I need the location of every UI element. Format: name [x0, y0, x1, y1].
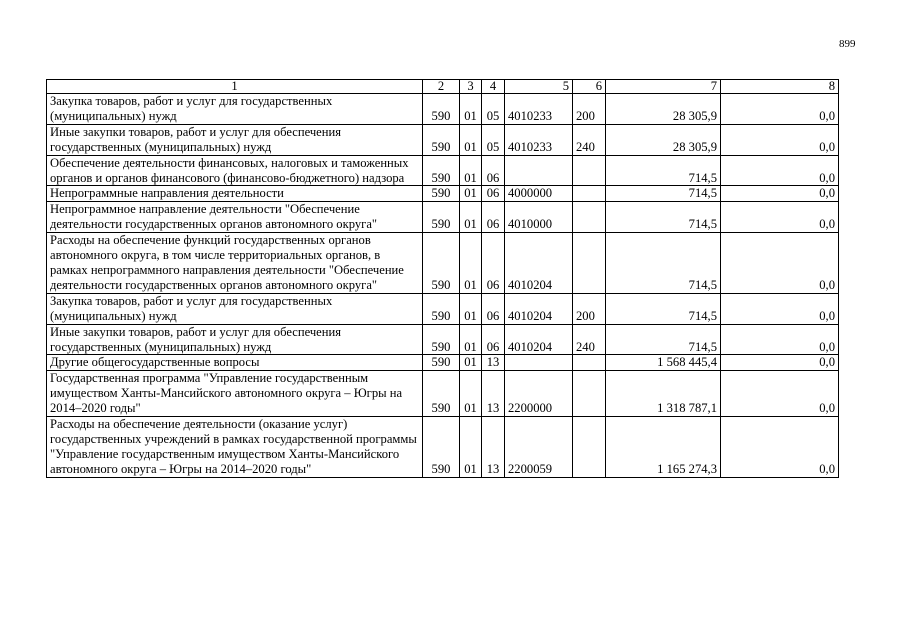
row-code-cell: 590 [423, 124, 460, 155]
row-code-cell: 590 [423, 233, 460, 294]
row-amount-cell: 28 305,9 [606, 94, 721, 125]
row-name-cell: Закупка товаров, работ и услуг для государственных (муниципальных) нужд [47, 293, 423, 324]
row-section-cell: 01 [460, 186, 482, 202]
row-section-cell: 01 [460, 124, 482, 155]
row-target-article-cell: 4010233 [505, 124, 573, 155]
table-row [47, 417, 839, 478]
row-code-cell: 590 [423, 417, 460, 478]
row-subsection-cell: 06 [482, 324, 505, 355]
row-amount-2-cell: 0,0 [721, 417, 839, 478]
row-section-cell: 01 [460, 417, 482, 478]
row-expense-type-cell [573, 186, 606, 202]
table-row [47, 293, 839, 324]
header-cell-2: 2 [423, 80, 460, 94]
row-subsection-cell: 06 [482, 155, 505, 186]
budget-table [46, 79, 839, 478]
row-expense-type-cell [573, 155, 606, 186]
row-target-article-cell: 2200059 [505, 417, 573, 478]
table-row [47, 186, 839, 202]
row-section-cell: 01 [460, 202, 482, 233]
row-expense-type-cell: 200 [573, 94, 606, 125]
row-amount-cell: 1 318 787,1 [606, 371, 721, 417]
row-section-cell: 01 [460, 94, 482, 125]
row-name-cell: Расходы на обеспечение функций государственных органов автономного округа, в том числе территориальных органов, в рамках непрограммного направления деятельности "Обеспечение деятельности государственных органов автономного округа" [47, 233, 423, 294]
row-amount-cell: 1 165 274,3 [606, 417, 721, 478]
header-cell-6: 6 [573, 80, 606, 94]
row-target-article-cell: 4010204 [505, 324, 573, 355]
row-section-cell: 01 [460, 233, 482, 294]
row-amount-cell: 714,5 [606, 233, 721, 294]
row-expense-type-cell [573, 233, 606, 294]
row-code-cell: 590 [423, 324, 460, 355]
row-section-cell: 01 [460, 355, 482, 371]
row-subsection-cell: 13 [482, 355, 505, 371]
row-code-cell: 590 [423, 202, 460, 233]
row-amount-2-cell: 0,0 [721, 94, 839, 125]
row-subsection-cell: 06 [482, 293, 505, 324]
row-amount-2-cell: 0,0 [721, 355, 839, 371]
row-name-cell: Расходы на обеспечение деятельности (оказание услуг) государственных учреждений в рамках государственной программы "Управление государственным имуществом Ханты-Мансийского автономного округа – Югры на 2014–2020 годы" [47, 417, 423, 478]
table-row [47, 124, 839, 155]
row-target-article-cell: 4000000 [505, 186, 573, 202]
table-row [47, 155, 839, 186]
row-amount-2-cell: 0,0 [721, 371, 839, 417]
header-cell-3: 3 [460, 80, 482, 94]
row-subsection-cell: 13 [482, 417, 505, 478]
row-name-cell: Другие общегосударственные вопросы [47, 355, 423, 371]
row-subsection-cell: 06 [482, 186, 505, 202]
row-name-cell: Непрограммное направление деятельности "Обеспечение деятельности государственных органов автономного округа" [47, 202, 423, 233]
row-code-cell: 590 [423, 94, 460, 125]
row-amount-2-cell: 0,0 [721, 202, 839, 233]
table-row [47, 94, 839, 125]
row-expense-type-cell [573, 371, 606, 417]
row-target-article-cell: 4010204 [505, 293, 573, 324]
row-amount-cell: 1 568 445,4 [606, 355, 721, 371]
row-amount-2-cell: 0,0 [721, 124, 839, 155]
row-code-cell: 590 [423, 371, 460, 417]
row-code-cell: 590 [423, 355, 460, 371]
row-amount-2-cell: 0,0 [721, 233, 839, 294]
row-amount-cell: 714,5 [606, 202, 721, 233]
row-amount-2-cell: 0,0 [721, 186, 839, 202]
row-subsection-cell: 05 [482, 124, 505, 155]
row-code-cell: 590 [423, 293, 460, 324]
table-row [47, 355, 839, 371]
row-amount-cell: 28 305,9 [606, 124, 721, 155]
row-target-article-cell [505, 355, 573, 371]
row-amount-2-cell: 0,0 [721, 324, 839, 355]
header-row [47, 80, 839, 94]
row-section-cell: 01 [460, 293, 482, 324]
row-target-article-cell: 4010233 [505, 94, 573, 125]
row-expense-type-cell: 240 [573, 324, 606, 355]
row-subsection-cell: 06 [482, 202, 505, 233]
header-cell-7: 7 [606, 80, 721, 94]
row-name-cell: Иные закупки товаров, работ и услуг для обеспечения государственных (муниципальных) нужд [47, 324, 423, 355]
row-expense-type-cell [573, 417, 606, 478]
header-cell-4: 4 [482, 80, 505, 94]
row-name-cell: Закупка товаров, работ и услуг для государственных (муниципальных) нужд [47, 94, 423, 125]
row-expense-type-cell [573, 355, 606, 371]
page-number: 899 [839, 38, 856, 50]
table-row [47, 324, 839, 355]
row-amount-cell: 714,5 [606, 293, 721, 324]
row-amount-cell: 714,5 [606, 186, 721, 202]
row-amount-2-cell: 0,0 [721, 155, 839, 186]
row-subsection-cell: 06 [482, 233, 505, 294]
header-cell-1: 1 [47, 80, 423, 94]
row-target-article-cell [505, 155, 573, 186]
row-subsection-cell: 13 [482, 371, 505, 417]
row-amount-cell: 714,5 [606, 324, 721, 355]
row-name-cell: Государственная программа "Управление государственным имуществом Ханты-Мансийского автономного округа – Югры на 2014–2020 годы" [47, 371, 423, 417]
row-name-cell: Иные закупки товаров, работ и услуг для обеспечения государственных (муниципальных) нужд [47, 124, 423, 155]
header-cell-5: 5 [505, 80, 573, 94]
header-cell-8: 8 [721, 80, 839, 94]
row-section-cell: 01 [460, 371, 482, 417]
row-target-article-cell: 4010204 [505, 233, 573, 294]
row-amount-2-cell: 0,0 [721, 293, 839, 324]
row-code-cell: 590 [423, 155, 460, 186]
row-code-cell: 590 [423, 186, 460, 202]
row-target-article-cell: 4010000 [505, 202, 573, 233]
row-section-cell: 01 [460, 155, 482, 186]
row-expense-type-cell: 240 [573, 124, 606, 155]
row-amount-cell: 714,5 [606, 155, 721, 186]
row-target-article-cell: 2200000 [505, 371, 573, 417]
table-row [47, 233, 839, 294]
row-expense-type-cell: 200 [573, 293, 606, 324]
table-row [47, 202, 839, 233]
row-section-cell: 01 [460, 324, 482, 355]
table-row [47, 371, 839, 417]
row-name-cell: Непрограммные направления деятельности [47, 186, 423, 202]
row-expense-type-cell [573, 202, 606, 233]
row-subsection-cell: 05 [482, 94, 505, 125]
row-name-cell: Обеспечение деятельности финансовых, налоговых и таможенных органов и органов финансового (финансово-бюджетного) надзора [47, 155, 423, 186]
